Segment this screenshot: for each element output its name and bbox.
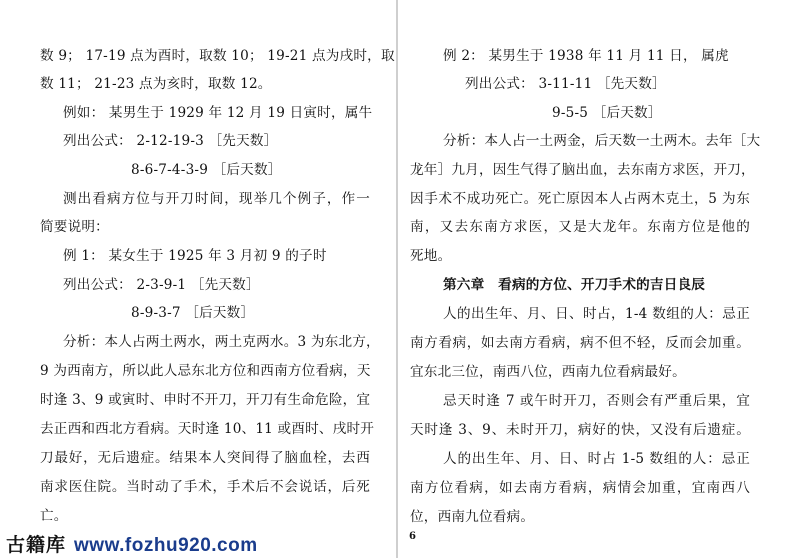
left-line-15: 刀最好，无后遗症。结果本人突间得了脑血栓，去西 xyxy=(40,450,370,466)
right-line-4: 分析：本人占一土两金，后天数一土两木。去年［大 xyxy=(443,133,761,149)
right-line-5: 龙年］九月，因生气得了脑出血，去东南方求医，开刀， xyxy=(410,162,755,178)
right-line-6: 因手术不成功死亡。死亡原因本人占两木克土，5 为东 xyxy=(410,191,750,207)
right-line-15: 人的出生年、月、日、时占 1-5 数组的人：忌正 xyxy=(443,451,750,467)
left-line-7: 简要说明： xyxy=(40,219,109,235)
left-line-4: 列出公式： 2-12-19-3 ［先天数］ xyxy=(63,133,278,149)
left-line-14: 去正西和西北方看病。天时逢 10、11 或酉时、戌时开 xyxy=(40,421,375,437)
left-line-17: 亡。 xyxy=(40,508,68,524)
left-line-11: 分析：本人占两土两水，两土克两水。3 为东北方， xyxy=(63,334,380,350)
right-line-14: 天时逢 3、9、未时开刀，病好的快，又没有后遗症。 xyxy=(410,422,750,438)
right-line-8: 死地。 xyxy=(410,248,452,264)
right-line-16: 南方位看病，如去南方看病，病情会加重，宜南西八 xyxy=(410,480,750,496)
right-line-1: 例 2： 某男生于 1938 年 11 月 11 日， 属虎 xyxy=(443,48,729,64)
left-line-2: 数 11； 21-23 点为亥时，取数 12。 xyxy=(40,76,272,92)
left-line-13: 时逢 3、9 或寅时、申时不开刀，开刀有生命危险，宜 xyxy=(40,392,371,408)
left-line-12: 9 为西南方，所以此人忌东北方位和西南方位看病，天 xyxy=(40,363,371,379)
watermark-url: www.fozhu920.com xyxy=(74,535,258,556)
right-line-11: 南方看病，如去南方看病，病不但不轻，反而会加重。 xyxy=(410,335,750,351)
watermark-logo: 古籍库 xyxy=(6,535,67,556)
right-line-17: 位，西南九位看病。 xyxy=(410,509,535,525)
right-line-10: 人的出生年、月、日、时占，1-4 数组的人：忌正 xyxy=(443,306,750,322)
left-line-9: 列出公式： 2-3-9-1 ［先天数］ xyxy=(63,277,260,293)
right-line-2: 列出公式： 3-11-11 ［先天数］ xyxy=(465,76,666,92)
left-line-8: 例 1： 某女生于 1925 年 3 月初 9 的子时 xyxy=(63,248,327,264)
left-line-10: 8-9-3-7 ［后天数］ xyxy=(131,305,255,321)
right-line-3: 9-5-5 ［后天数］ xyxy=(552,105,662,121)
left-line-5: 8-6-7-4-3-9 ［后天数］ xyxy=(131,162,282,178)
left-line-3: 例如： 某男生于 1929 年 12 月 19 日寅时，属牛 xyxy=(63,105,373,121)
right-line-12: 宜东北三位，南西八位，西南九位看病最好。 xyxy=(410,364,686,380)
left-line-16: 南求医住院。当时动了手术，手术后不会说话，后死 xyxy=(40,479,370,495)
right-line-13: 忌天时逢 7 或午时开刀，否则会有严重后果，宜 xyxy=(443,393,750,409)
chapter-heading: 第六章 看病的方位、开刀手术的吉日良辰 xyxy=(443,277,706,293)
page-number: 6 xyxy=(409,531,416,542)
left-line-1: 数 9； 17-19 点为酉时，取数 10； 19-21 点为戌时，取 xyxy=(40,48,395,64)
watermark xyxy=(0,533,300,558)
right-line-7: 南，又去东南方求医，又是大龙年。东南方位是他的 xyxy=(410,219,750,235)
left-line-6: 测出看病方位与开刀时间，现举几个例子，作一 xyxy=(63,191,370,207)
